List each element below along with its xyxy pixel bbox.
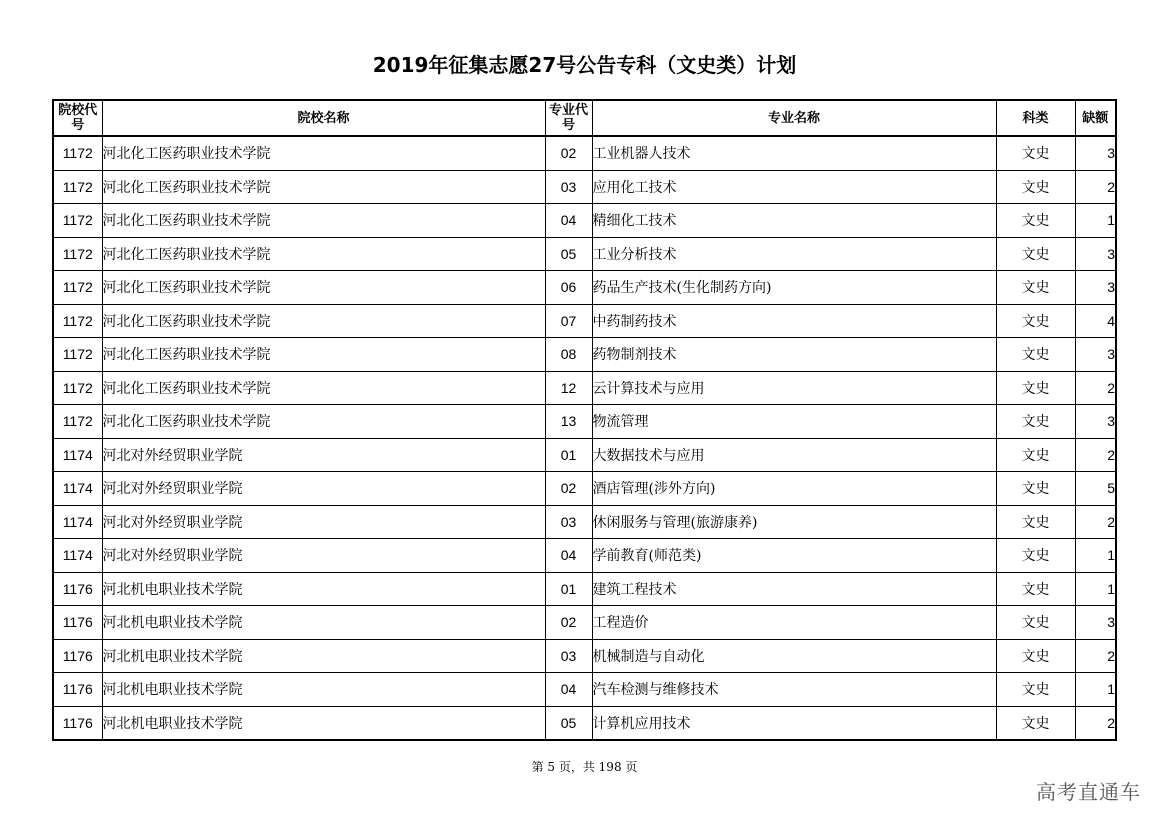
- table-row: [53, 438, 1116, 472]
- cell-quota: 3: [1075, 271, 1116, 305]
- cell-major-code: 04: [545, 673, 592, 707]
- cell-category: 文史: [996, 237, 1075, 271]
- cell-category: 文史: [996, 505, 1075, 539]
- cell-category: 文史: [996, 472, 1075, 506]
- cell-quota: 1: [1075, 673, 1116, 707]
- cell-school-code: 1174: [53, 438, 102, 472]
- table-row: [53, 405, 1116, 439]
- cell-school-code: 1176: [53, 639, 102, 673]
- cell-category: 文史: [996, 673, 1075, 707]
- table-header-row: [53, 100, 1116, 136]
- cell-major-name: 学前教育(师范类): [592, 539, 996, 573]
- cell-category: 文史: [996, 371, 1075, 405]
- cell-school-code: 1172: [53, 271, 102, 305]
- header-school-name: 院校名称: [102, 100, 545, 136]
- cell-major-name: 药物制剂技术: [592, 338, 996, 372]
- cell-major-name: 计算机应用技术: [592, 706, 996, 740]
- table-row: [53, 639, 1116, 673]
- cell-major-code: 02: [545, 472, 592, 506]
- cell-major-name: 应用化工技术: [592, 170, 996, 204]
- cell-school-name: 河北机电职业技术学院: [102, 639, 545, 673]
- cell-quota: 2: [1075, 170, 1116, 204]
- cell-school-name: 河北机电职业技术学院: [102, 673, 545, 707]
- cell-category: 文史: [996, 170, 1075, 204]
- cell-school-name: 河北化工医药职业技术学院: [102, 304, 545, 338]
- cell-category: 文史: [996, 338, 1075, 372]
- table-row: [53, 170, 1116, 204]
- cell-school-code: 1172: [53, 371, 102, 405]
- cell-major-name: 酒店管理(涉外方向): [592, 472, 996, 506]
- cell-quota: 5: [1075, 472, 1116, 506]
- cell-major-code: 08: [545, 338, 592, 372]
- cell-category: 文史: [996, 405, 1075, 439]
- cell-quota: 3: [1075, 405, 1116, 439]
- cell-school-name: 河北对外经贸职业学院: [102, 505, 545, 539]
- cell-major-code: 13: [545, 405, 592, 439]
- cell-major-name: 中药制药技术: [592, 304, 996, 338]
- table-row: [53, 136, 1116, 170]
- cell-school-name: 河北化工医药职业技术学院: [102, 136, 545, 170]
- cell-school-code: 1176: [53, 606, 102, 640]
- cell-school-name: 河北化工医药职业技术学院: [102, 237, 545, 271]
- cell-category: 文史: [996, 639, 1075, 673]
- table-row: [53, 204, 1116, 238]
- cell-major-name: 工程造价: [592, 606, 996, 640]
- cell-major-code: 03: [545, 505, 592, 539]
- cell-major-code: 02: [545, 606, 592, 640]
- cell-major-name: 大数据技术与应用: [592, 438, 996, 472]
- table-row: [53, 371, 1116, 405]
- cell-school-name: 河北机电职业技术学院: [102, 706, 545, 740]
- cell-category: 文史: [996, 271, 1075, 305]
- table-row: [53, 338, 1116, 372]
- cell-school-name: 河北对外经贸职业学院: [102, 472, 545, 506]
- table-row: [53, 539, 1116, 573]
- table-row: [53, 673, 1116, 707]
- cell-category: 文史: [996, 204, 1075, 238]
- cell-school-code: 1172: [53, 405, 102, 439]
- cell-quota: 2: [1075, 706, 1116, 740]
- cell-quota: 2: [1075, 639, 1116, 673]
- cell-school-code: 1172: [53, 170, 102, 204]
- cell-quota: 2: [1075, 371, 1116, 405]
- page-title: 2019年征集志愿27号公告专科（文史类）计划: [372, 53, 797, 77]
- cell-category: 文史: [996, 438, 1075, 472]
- cell-major-code: 04: [545, 539, 592, 573]
- cell-school-code: 1176: [53, 673, 102, 707]
- cell-school-code: 1176: [53, 706, 102, 740]
- cell-category: 文史: [996, 136, 1075, 170]
- cell-major-name: 药品生产技术(生化制药方向): [592, 271, 996, 305]
- header-category: 科类: [996, 100, 1075, 136]
- header-major-name: 专业名称: [592, 100, 996, 136]
- cell-quota: 1: [1075, 539, 1116, 573]
- cell-major-name: 云计算技术与应用: [592, 371, 996, 405]
- cell-school-code: 1174: [53, 505, 102, 539]
- cell-school-code: 1172: [53, 338, 102, 372]
- table-row: [53, 706, 1116, 740]
- cell-school-code: 1172: [53, 237, 102, 271]
- cell-school-name: 河北对外经贸职业学院: [102, 539, 545, 573]
- cell-school-name: 河北化工医药职业技术学院: [102, 170, 545, 204]
- cell-quota: 1: [1075, 204, 1116, 238]
- cell-major-code: 01: [545, 438, 592, 472]
- table-row: [53, 572, 1116, 606]
- cell-school-name: 河北化工医药职业技术学院: [102, 271, 545, 305]
- cell-school-code: 1174: [53, 472, 102, 506]
- watermark: 高考直通车: [1036, 780, 1141, 804]
- cell-major-name: 休闲服务与管理(旅游康养): [592, 505, 996, 539]
- cell-quota: 2: [1075, 505, 1116, 539]
- cell-school-code: 1172: [53, 136, 102, 170]
- cell-category: 文史: [996, 539, 1075, 573]
- cell-category: 文史: [996, 706, 1075, 740]
- table-row: [53, 472, 1116, 506]
- cell-quota: 3: [1075, 136, 1116, 170]
- cell-school-code: 1176: [53, 572, 102, 606]
- cell-quota: 3: [1075, 237, 1116, 271]
- cell-major-code: 04: [545, 204, 592, 238]
- cell-quota: 1: [1075, 572, 1116, 606]
- header-major-code: 专业代号: [545, 100, 592, 136]
- cell-school-code: 1172: [53, 304, 102, 338]
- cell-school-name: 河北化工医药职业技术学院: [102, 371, 545, 405]
- table-row: [53, 271, 1116, 305]
- cell-major-code: 05: [545, 237, 592, 271]
- cell-school-name: 河北机电职业技术学院: [102, 572, 545, 606]
- cell-quota: 3: [1075, 606, 1116, 640]
- cell-major-code: 06: [545, 271, 592, 305]
- cell-major-name: 精细化工技术: [592, 204, 996, 238]
- cell-major-name: 机械制造与自动化: [592, 639, 996, 673]
- cell-school-name: 河北对外经贸职业学院: [102, 438, 545, 472]
- cell-quota: 4: [1075, 304, 1116, 338]
- table-body: [53, 136, 1116, 740]
- cell-major-name: 物流管理: [592, 405, 996, 439]
- cell-category: 文史: [996, 304, 1075, 338]
- admission-plan-table: [52, 99, 1117, 741]
- cell-school-name: 河北机电职业技术学院: [102, 606, 545, 640]
- cell-school-code: 1174: [53, 539, 102, 573]
- cell-school-code: 1172: [53, 204, 102, 238]
- cell-school-name: 河北化工医药职业技术学院: [102, 405, 545, 439]
- cell-major-name: 工业分析技术: [592, 237, 996, 271]
- cell-major-name: 汽车检测与维修技术: [592, 673, 996, 707]
- cell-category: 文史: [996, 606, 1075, 640]
- cell-major-code: 01: [545, 572, 592, 606]
- cell-major-code: 03: [545, 639, 592, 673]
- cell-school-name: 河北化工医药职业技术学院: [102, 338, 545, 372]
- table-row: [53, 237, 1116, 271]
- cell-major-code: 03: [545, 170, 592, 204]
- cell-major-code: 12: [545, 371, 592, 405]
- table-row: [53, 304, 1116, 338]
- page-footer: 第 5 页，共 198 页: [531, 760, 638, 774]
- cell-quota: 2: [1075, 438, 1116, 472]
- header-quota: 缺额: [1075, 100, 1116, 136]
- table-row: [53, 606, 1116, 640]
- cell-major-name: 工业机器人技术: [592, 136, 996, 170]
- cell-category: 文史: [996, 572, 1075, 606]
- cell-major-code: 05: [545, 706, 592, 740]
- cell-major-code: 02: [545, 136, 592, 170]
- header-school-code: 院校代号: [53, 100, 102, 136]
- cell-major-code: 07: [545, 304, 592, 338]
- cell-major-name: 建筑工程技术: [592, 572, 996, 606]
- cell-school-name: 河北化工医药职业技术学院: [102, 204, 545, 238]
- table-row: [53, 505, 1116, 539]
- cell-quota: 3: [1075, 338, 1116, 372]
